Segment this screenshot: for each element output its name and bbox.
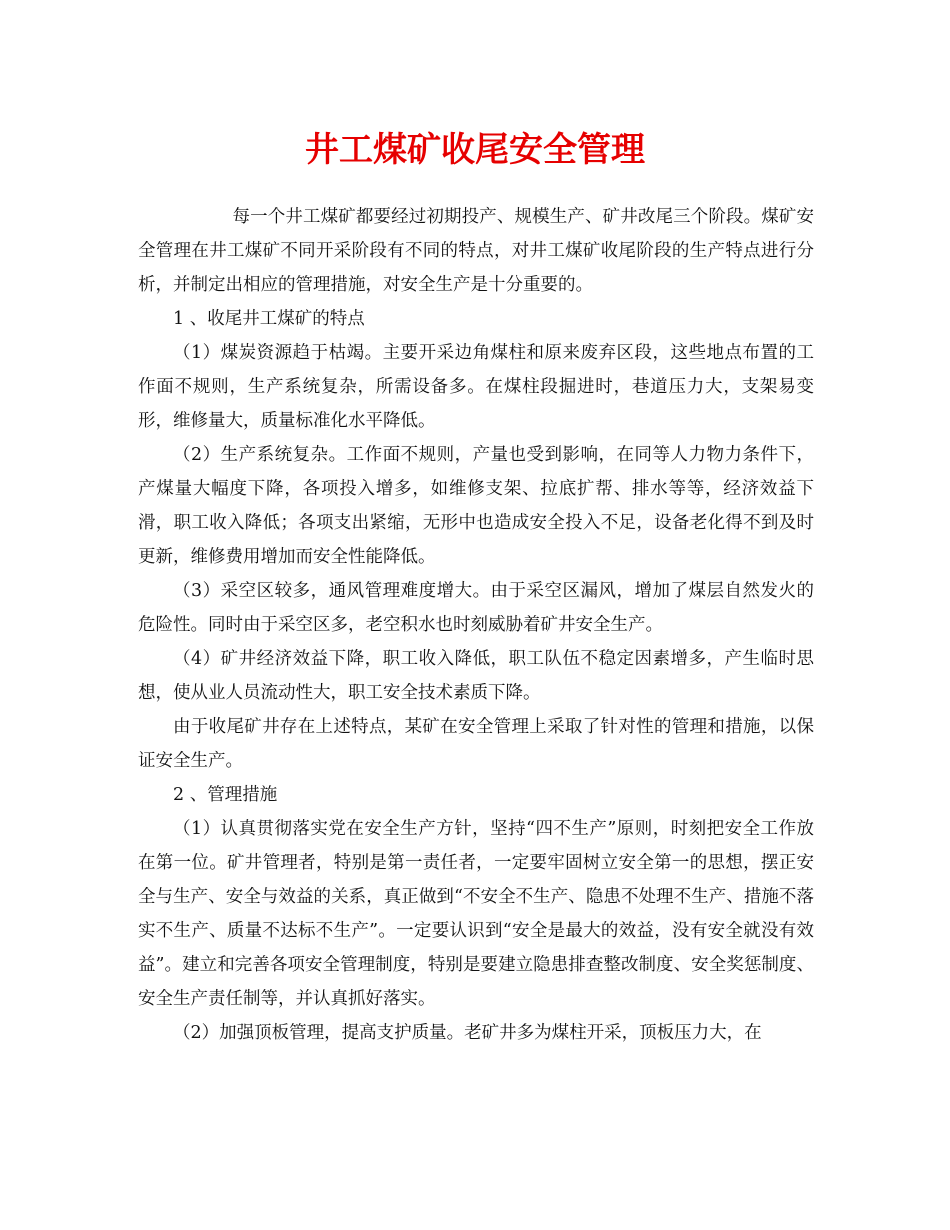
paragraph-measure-2: （2）加强顶板管理，提高支护质量。老矿井多为煤柱开采，顶板压力大，在	[173, 1023, 762, 1043]
paragraph-feature-4: （4）矿井经济效益下降，职工收入降低，职工队伍不稳定因素增多，产生临时思想，使从业人员流动性大，职工安全技术素质下降。	[138, 649, 814, 703]
section-heading-2: 2 、管理措施	[173, 785, 278, 805]
paragraph-measure-1: （1）认真贯彻落实党在安全生产方针，坚持“四不生产”原则，时刻把安全工作放在第一位。矿井管理者，特别是第一责任者，一定要牢固树立安全第一的思想，摆正安全与生产、安全与效益的关系，真正做到“不安全不生产、隐患不处理不生产、措施不落实不生产、质量不达标不生产”。一定要认识到“安全是最大的效益，没有安全就没有效益”。建立和完善各项安全管理制度，特别是要建立隐患排查整改制度、安全奖惩制度、安全生产责任制等，并认真抓好落实。	[138, 819, 814, 1009]
paragraph-feature-2: （2）生产系统复杂。工作面不规则，产量也受到影响，在同等人力物力条件下，产煤量大幅度下降，各项投入增多，如维修支架、拉底扩帮、排水等等，经济效益下滑，职工收入降低；各项支出紧缩，无形中也造成安全投入不足，设备老化得不到及时更新，维修费用增加而安全性能降低。	[138, 445, 814, 567]
document-body	[138, 200, 814, 1050]
document-title: 井工煤矿收尾安全管理	[305, 130, 645, 170]
paragraph-summary: 由于收尾矿井存在上述特点，某矿在安全管理上采取了针对性的管理和措施，以保证安全生产。	[138, 717, 814, 771]
paragraph-feature-3: （3）采空区较多，通风管理难度增大。由于采空区漏风，增加了煤层自然发火的危险性。同时由于采空区多，老空积水也时刻威胁着矿井安全生产。	[138, 581, 814, 635]
section-heading-1: 1 、收尾井工煤矿的特点	[173, 309, 365, 329]
intro-paragraph: 每一个井工煤矿都要经过初期投产、规模生产、矿井改尾三个阶段。煤矿安全管理在井工煤矿不同开采阶段有不同的特点，对井工煤矿收尾阶段的生产特点进行分析，并制定出相应的管理措施，对安全生产是十分重要的。	[138, 207, 814, 295]
paragraph-feature-1: （1）煤炭资源趋于枯竭。主要开采边角煤柱和原来废弃区段，这些地点布置的工作面不规则，生产系统复杂，所需设备多。在煤柱段掘进时，巷道压力大，支架易变形，维修量大，质量标准化水平降低。	[138, 343, 814, 431]
